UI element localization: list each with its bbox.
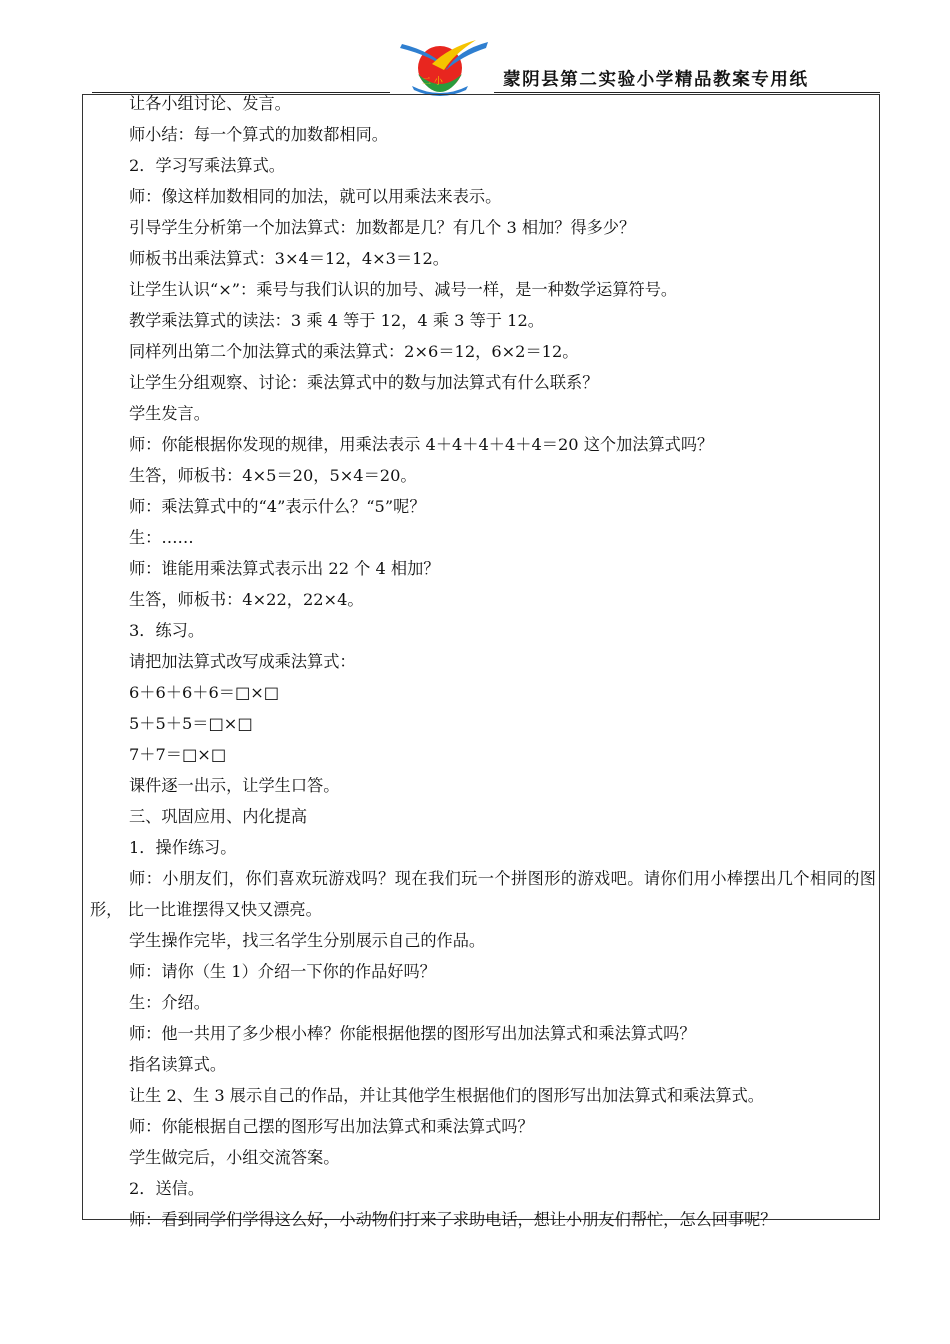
school-logo [392,34,492,96]
text-line: 学生做完后，小组交流答案。 [129,1148,340,1167]
text-line: 生答，师板书：4×22，22×4。 [129,590,364,609]
text-line: 学生操作完毕，找三名学生分别展示自己的作品。 [129,931,486,950]
text-line: 3．练习。 [129,621,205,640]
text-line: 请把加法算式改写成乘法算式： [129,652,356,671]
text-line: 课件逐一出示，让学生口答。 [129,776,340,795]
lesson-content [90,88,876,1235]
text-line: 1．操作练习。 [129,838,237,857]
text-line: 引导学生分析第一个加法算式：加数都是几？有几个 3 相加？得多少？ [129,218,636,237]
equation-line: 6＋6＋6＋6＝□×□ [129,683,280,702]
text-line: 让学生认识“×”：乘号与我们认识的加号、减号一样，是一种数学运算符号。 [129,280,678,299]
text-line: 同样列出第二个加法算式的乘法算式：2×6＝12，6×2＝12。 [129,342,579,361]
text-line: 师：看到同学们学得这么好，小动物们打来了求助电话，想让小朋友们帮忙，怎么回事呢？ [129,1210,777,1229]
text-line: 指名读算式。 [129,1055,227,1074]
section-heading: 三、巩固应用、内化提高 [129,807,308,826]
text-line: 学生发言。 [129,404,210,423]
text-line: 2．学习写乘法算式。 [129,156,285,175]
text-line: 师板书出乘法算式：3×4＝12，4×3＝12。 [129,249,449,268]
text-line: 生：介绍。 [129,993,210,1012]
text-line: 师：请你（生 1）介绍一下你的作品好吗？ [129,962,436,981]
page-header-title: 蒙阴县第二实验小学精品教案专用纸 [503,70,809,90]
text-line: 生答，师板书：4×5＝20，5×4＝20。 [129,466,417,485]
text-line: 师：谁能用乘法算式表示出 22 个 4 相加？ [129,559,440,578]
equation-line: 7＋7＝□×□ [129,745,227,764]
logo-text: 二 小 [422,77,443,87]
text-line: 让各小组讨论、发言。 [129,94,291,113]
equation-line: 5＋5＋5＝□×□ [129,714,253,733]
text-line: 师：他一共用了多少根小棒？你能根据他摆的图形写出加法算式和乘法算式吗？ [129,1024,696,1043]
text-line: 教学乘法算式的读法：3 乘 4 等于 12，4 乘 3 等于 12。 [129,311,544,330]
text-line: 师：像这样加数相同的加法，就可以用乘法来表示。 [129,187,502,206]
text-line: 让生 2、生 3 展示自己的作品，并让其他学生根据他们的图形写出加法算式和乘法算式。 [129,1086,764,1105]
text-line: 师：乘法算式中的“4”表示什么？“5”呢？ [129,497,426,516]
text-line: 让学生分组观察、讨论：乘法算式中的数与加法算式有什么联系？ [129,373,599,392]
text-paragraph: 师：小朋友们，你们喜欢玩游戏吗？现在我们玩一个拼图形的游戏吧。请你们用小棒摆出几个相同的图形， 比一比谁摆得又快又漂亮。 [90,869,876,919]
text-line: 师：你能根据自己摆的图形写出加法算式和乘法算式吗？ [129,1117,534,1136]
text-line: 师：你能根据你发现的规律，用乘法表示 4＋4＋4＋4＋4＝20 这个加法算式吗？ [129,435,714,454]
text-line: 师小结：每一个算式的加数都相同。 [129,125,388,144]
text-line: 2．送信。 [129,1179,205,1198]
text-line: 生：…… [129,528,194,547]
